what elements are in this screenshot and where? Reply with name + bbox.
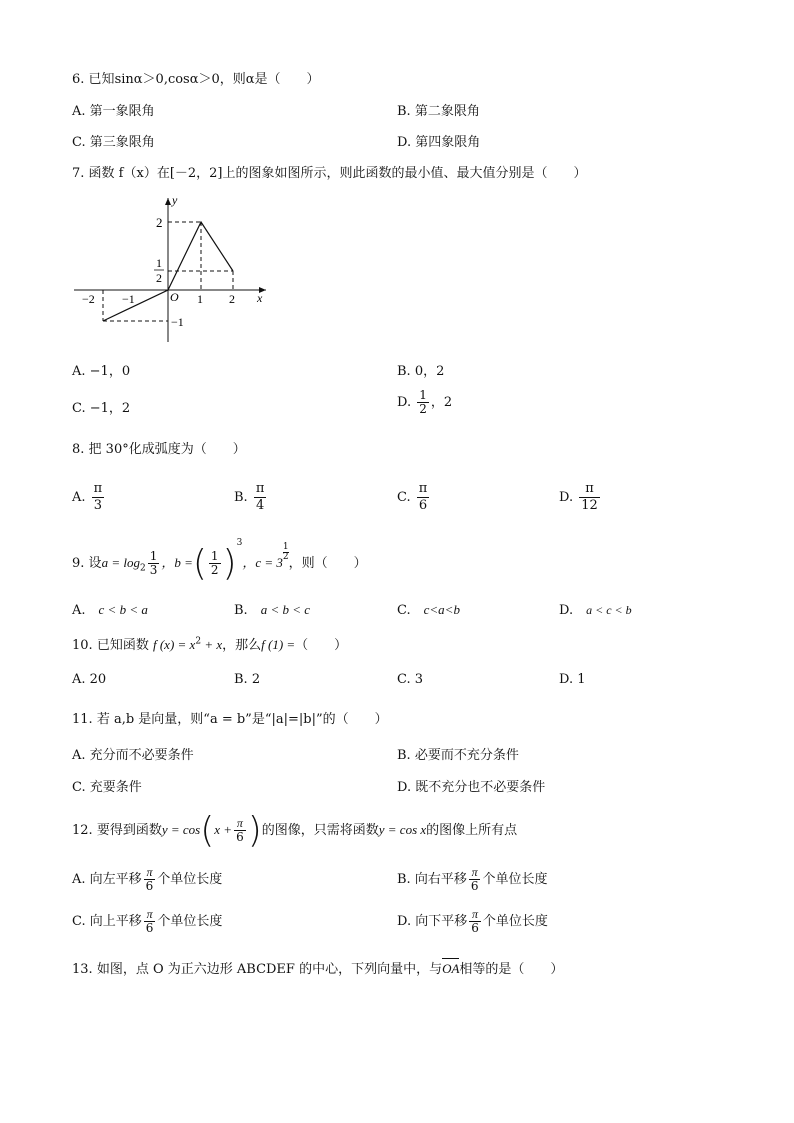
condition-expression: sinα＞0,cosα＞0: [114, 72, 220, 87]
option-b: [234, 599, 310, 618]
denominator: 6: [145, 921, 154, 935]
option-b: [234, 481, 268, 514]
y-axis-label: y: [172, 193, 178, 207]
function-expression: f (x) = x: [152, 637, 196, 652]
question-number: 13.: [72, 962, 93, 977]
option-text: 个单位长度: [482, 872, 548, 887]
vector-label: OA: [442, 961, 460, 976]
option-b: B. 0，2: [397, 364, 445, 379]
option-text: D. 向下平移: [397, 914, 468, 929]
fraction: [234, 817, 246, 844]
question-text: 要得到函数: [96, 823, 162, 838]
tick-label: 2: [156, 215, 163, 230]
question-10: [72, 634, 347, 653]
denominator: 6: [470, 879, 479, 893]
option-d: [397, 908, 548, 935]
denominator: 3: [93, 498, 103, 513]
question-text: 若 a,b 是向量，则“a = b”是“|a|=|b|”的（ ）: [96, 712, 388, 727]
option-label: D.: [559, 603, 587, 618]
numerator: 1: [282, 542, 289, 552]
tick-label: −1: [122, 292, 135, 306]
question-text: ，那么: [222, 638, 262, 653]
option-c: C. −1，2: [72, 401, 131, 416]
paren: (: [192, 543, 207, 584]
numerator: π: [469, 908, 481, 922]
function-graph: [70, 190, 270, 350]
numerator: π: [234, 817, 246, 831]
option-label: C.: [397, 490, 411, 505]
origin-label: O: [170, 290, 179, 304]
option-b: B. 2: [234, 672, 261, 687]
question-6: [72, 68, 320, 87]
numerator: π: [144, 866, 156, 880]
option-b: [397, 866, 547, 893]
fraction: [254, 481, 267, 514]
paren: ): [222, 543, 237, 584]
denominator: 2: [419, 402, 427, 416]
tick-label: 1: [156, 256, 162, 270]
fraction: [579, 481, 600, 514]
question-text: 如图，点 O 为正六边形 ABCDEF 的中心，下列向量中，与: [96, 962, 443, 977]
paren: (: [200, 810, 215, 851]
y-axis-arrow-icon: [165, 198, 171, 205]
denominator: 6: [145, 879, 154, 893]
option-text: c<a<b: [423, 602, 460, 617]
denominator: 3: [149, 563, 158, 577]
option-text: C. 向上平移: [72, 914, 142, 929]
option-b: B. 第二象限角: [397, 104, 480, 119]
denominator: 6: [471, 921, 479, 935]
question-text: 设: [88, 556, 102, 571]
option-a: A. −1，0: [72, 364, 131, 379]
option-d: D. 既不充分也不必要条件: [397, 780, 546, 795]
option-c: [397, 599, 460, 618]
question-8: [72, 438, 246, 457]
exponent: 3: [236, 538, 243, 548]
option-text: 个单位长度: [157, 914, 223, 929]
inner-expression: x +: [214, 822, 233, 837]
option-d: [397, 389, 452, 416]
question-number: 9.: [72, 556, 85, 571]
question-9: [72, 538, 367, 584]
option-text: c < b < a: [98, 602, 148, 617]
fraction: [469, 866, 481, 893]
tick-label: −2: [82, 292, 95, 306]
question-text: 已知函数: [96, 638, 149, 653]
option-label: D.: [559, 490, 574, 505]
option-a: [72, 866, 222, 893]
denominator: 2: [282, 552, 289, 562]
fraction: [92, 481, 105, 514]
option-d: D. 1: [559, 672, 586, 687]
log-base: 2: [139, 563, 146, 574]
numerator: π: [144, 908, 156, 922]
tick-label: 2: [229, 292, 235, 306]
expr-a: a = log: [101, 555, 140, 570]
option-text: a < b < c: [260, 602, 311, 617]
numerator: 1: [149, 549, 158, 563]
option-a: A. 第一象限角: [72, 104, 155, 119]
option-text: 个单位长度: [157, 872, 223, 887]
option-text: A. 向左平移: [72, 872, 142, 887]
option-label: B.: [234, 603, 261, 618]
numerator: π: [469, 866, 481, 880]
question-number: 10.: [72, 638, 93, 653]
option-c: [72, 908, 222, 935]
tick-label: 1: [197, 292, 203, 306]
source-function: y = cos x: [378, 822, 427, 837]
vector-oa: [442, 961, 459, 977]
option-label: D.: [397, 395, 412, 410]
fraction: [417, 389, 429, 416]
question-text: 已知: [88, 72, 115, 87]
numerator: π: [418, 481, 428, 496]
fraction: [417, 481, 430, 514]
target-function: y = cos: [161, 822, 201, 837]
denominator: 12: [581, 498, 598, 513]
tick-label: 2: [156, 271, 162, 285]
option-text: a < c < b: [586, 603, 632, 617]
question-text: 的图像，只需将函数: [261, 823, 379, 838]
option-label: C.: [397, 603, 424, 618]
question-12: [72, 810, 517, 851]
question-text: ，则（ ）: [288, 556, 367, 571]
option-a: A. 20: [72, 672, 107, 687]
question-number: 8.: [72, 442, 85, 457]
option-d: [559, 599, 632, 618]
vector-arrow-icon: [442, 958, 459, 959]
function-value: f (1) =: [261, 637, 296, 652]
option-text: ，2: [430, 395, 453, 410]
denominator: 2: [210, 563, 219, 577]
denominator: 6: [418, 498, 428, 513]
question-text: 把 30°化成弧度为（ ）: [88, 442, 246, 457]
numerator: π: [579, 481, 600, 498]
option-a: A. 充分而不必要条件: [72, 748, 194, 763]
question-number: 6.: [72, 72, 85, 87]
option-d: D. 第四象限角: [397, 135, 481, 150]
numerator: π: [255, 481, 265, 496]
question-number: 7.: [72, 166, 85, 181]
numerator: 1: [210, 549, 219, 563]
question-13: [72, 958, 563, 977]
option-label: A.: [72, 603, 99, 618]
question-text: （ ）: [295, 638, 348, 653]
expr-b: ，b =: [161, 555, 193, 570]
question-text: 相等的是（ ）: [459, 962, 564, 977]
option-c: C. 第三象限角: [72, 135, 155, 150]
fraction: [144, 866, 156, 893]
option-c: [397, 481, 431, 514]
question-7: [72, 162, 587, 181]
expr-c: ，c = 3: [242, 555, 283, 570]
fraction: [469, 908, 481, 935]
question-text: ，则α是（ ）: [219, 72, 320, 87]
option-a: [72, 599, 148, 618]
denominator: 4: [255, 498, 265, 513]
fraction: [209, 550, 221, 577]
fraction: [144, 908, 156, 935]
question-11: [72, 708, 388, 727]
option-a: [72, 481, 106, 514]
denominator: 6: [236, 830, 244, 844]
fraction: [148, 550, 160, 577]
option-c: C. 充要条件: [72, 780, 142, 795]
question-text: 函数 f（x）在[－2，2]上的图象如图所示，则此函数的最小值、最大值分别是（ ）: [88, 166, 587, 181]
question-number: 12.: [72, 823, 93, 838]
x-axis-label: x: [257, 291, 263, 305]
option-label: A.: [72, 490, 86, 505]
numerator: 1: [419, 388, 427, 402]
tick-label: −1: [171, 315, 184, 329]
option-text: 个单位长度: [482, 914, 548, 929]
question-number: 11.: [72, 712, 93, 727]
numerator: π: [93, 481, 103, 496]
question-text: 的图像上所有点: [426, 823, 518, 838]
paren: ): [247, 810, 262, 851]
option-d: [559, 481, 602, 514]
option-label: B.: [234, 490, 248, 505]
function-expression-tail: + x: [201, 637, 223, 652]
option-b: B. 必要而不充分条件: [397, 748, 519, 763]
option-text: B. 向右平移: [397, 872, 467, 887]
exponent: 2: [195, 636, 202, 647]
option-c: C. 3: [397, 672, 424, 687]
